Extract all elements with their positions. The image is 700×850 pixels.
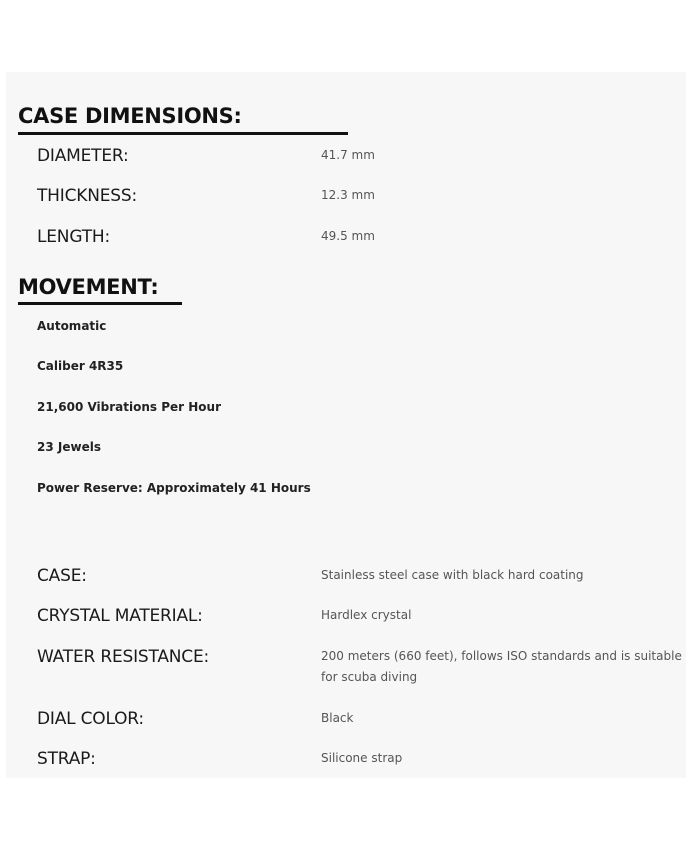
movement-item-power-reserve: Power Reserve: Approximately 41 Hours: [37, 481, 311, 495]
length-label: LENGTH:: [37, 227, 110, 247]
movement-item-type: Automatic: [37, 319, 107, 333]
movement-item-jewels: 23 Jewels: [37, 440, 101, 454]
case-label: CASE:: [37, 566, 87, 586]
movement-heading: MOVEMENT:: [18, 275, 159, 299]
case-dimensions-heading: CASE DIMENSIONS:: [18, 104, 242, 128]
dial-color-value: Black: [321, 711, 354, 725]
case-dimensions-underline: [18, 132, 348, 135]
water-resistance-label: WATER RESISTANCE:: [37, 647, 210, 667]
thickness-value: 12.3 mm: [321, 188, 375, 202]
dial-color-label: DIAL COLOR:: [37, 709, 144, 729]
movement-item-caliber: Caliber 4R35: [37, 359, 124, 373]
length-value: 49.5 mm: [321, 229, 375, 243]
movement-underline: [18, 302, 182, 305]
crystal-material-value: Hardlex crystal: [321, 608, 412, 622]
diameter-value: 41.7 mm: [321, 148, 375, 162]
movement-item-vibrations: 21,600 Vibrations Per Hour: [37, 400, 222, 414]
thickness-label: THICKNESS:: [37, 186, 137, 206]
diameter-label: DIAMETER:: [37, 146, 129, 166]
strap-label: STRAP:: [37, 749, 96, 769]
case-value: Stainless steel case with black hard coating: [321, 568, 584, 582]
crystal-material-label: CRYSTAL MATERIAL:: [37, 606, 203, 626]
water-resistance-value: 200 meters (660 feet), follows ISO standards and is suitable for scuba diving: [321, 649, 682, 684]
strap-value: Silicone strap: [321, 751, 403, 765]
